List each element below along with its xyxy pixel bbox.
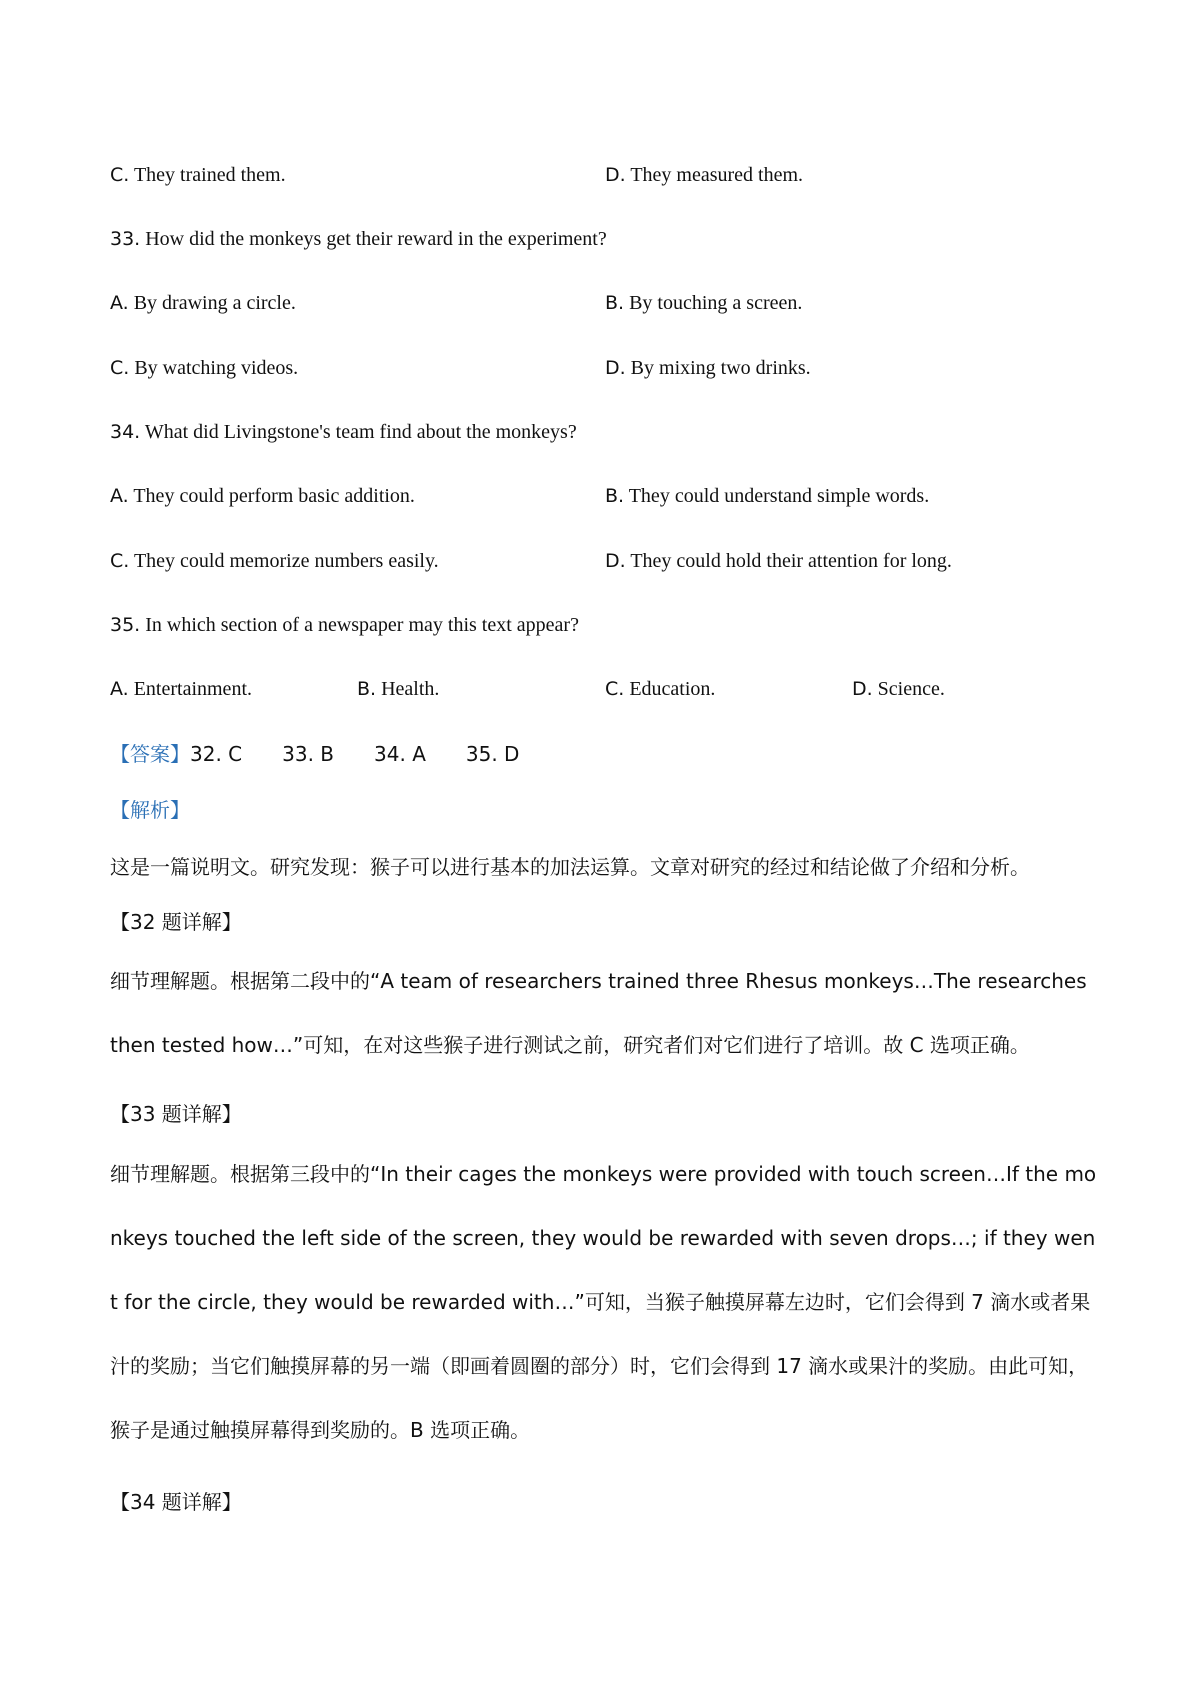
analysis-tag-row [110,796,1090,825]
q33-option-b: B. By touching a screen. [605,292,803,314]
q34-option-c: C. They could memorize numbers easily. [110,550,439,572]
q33-option-c: C. By watching videos. [110,357,299,379]
q35-question: 35. In which section of a newspaper may this text appear? [110,614,579,636]
q32-option-d: D. They measured them. [605,164,804,186]
analysis-tag: 【解析】 [110,798,190,822]
answer-item: 35. D [465,742,520,766]
q34-option-d: D. They could hold their attention for long. [605,550,952,572]
answer-tag: 【答案】 [110,742,190,766]
detail-32-text: 细节理解题。根据第二段中的“A team of researchers trained three Rhesus monkeys…The researches then tested how…”可知，在对这些猴子进行测试之前，研究者们对它们进行了培训。故 C 选项正确。 [110,969,1087,1057]
q34-option-a: A. They could perform basic addition. [110,485,415,507]
q32-option-c: C. They trained them. [110,164,286,186]
q35-option-a: A. Entertainment. [110,678,252,700]
answer-item: 34. A [374,742,426,766]
answer-line [110,740,1090,769]
q35-option-b: B. Health. [357,678,440,700]
answer-item: 32. C [190,742,243,766]
detail-33-heading: 【33 题详解】 [110,1102,242,1126]
q33-option-d: D. By mixing two drinks. [605,357,811,379]
answer-item: 33. B [282,742,335,766]
detail-32-heading: 【32 题详解】 [110,910,242,934]
q34-question: 34. What did Livingstone's team find about the monkeys? [110,421,577,443]
q35-option-c: C. Education. [605,678,716,700]
detail-33-text: 细节理解题。根据第三段中的“In their cages the monkeys were provided with touch screen…If the monkeys touched the left side of the screen, they would be rewarded with seven drops…; if they went for the circle, they would be rewarded with…”可知，当猴子触摸屏幕左边时，它们会得到 7 滴水或者果汁的奖励；当它们触摸屏幕的另一端（即画着圆圈的部分）时，它们会得到 17 滴水或果汁的奖励。由此可知，猴子是通过触摸屏幕得到奖励的。B 选项正确。 [110,1162,1097,1442]
q35-option-d: D. Science. [852,678,945,700]
analysis-summary: 这是一篇说明文。研究发现：猴子可以进行基本的加法运算。文章对研究的经过和结论做了介绍和分析。 [110,855,1030,879]
q33-question: 33. How did the monkeys get their reward in the experiment? [110,228,607,250]
q33-option-a: A. By drawing a circle. [110,292,296,314]
detail-34-heading: 【34 题详解】 [110,1490,242,1514]
q34-option-b: B. They could understand simple words. [605,485,930,507]
